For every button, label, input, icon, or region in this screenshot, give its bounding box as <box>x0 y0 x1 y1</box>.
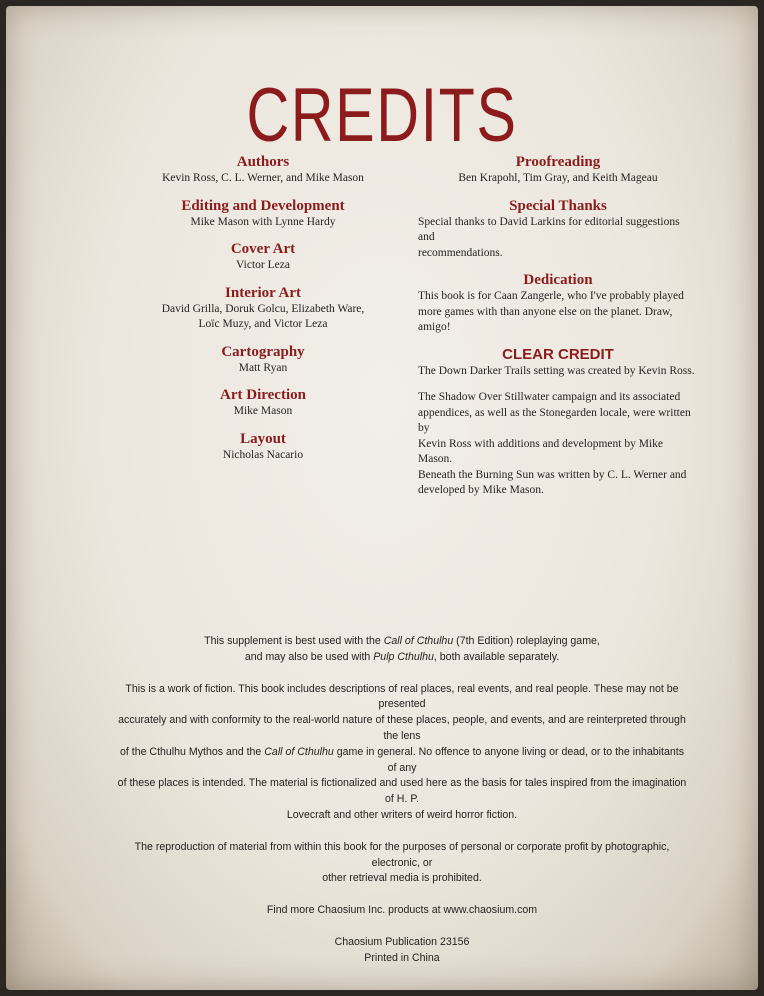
credit-section-cover-art <box>133 240 393 274</box>
text: This supplement is best used with the <box>204 635 384 647</box>
text: of these places is intended. The material is fictionalized and used here as the basis for tales inspired from the imagination of H. P. <box>117 777 687 806</box>
section-text: Mike Mason <box>233 405 293 417</box>
credit-section-cartography <box>133 343 393 377</box>
section-heading: Interior Art <box>225 284 301 301</box>
text: , both available separately. <box>433 650 560 663</box>
game-title: Call of Cthulhu <box>383 635 454 647</box>
section-text: Nicholas Nacario <box>222 448 304 461</box>
section-heading: CLEAR CREDIT <box>502 345 614 363</box>
right-credits-column <box>418 153 698 509</box>
section-text: This book is for Caan Zangerle, who I've probably played <box>418 290 684 302</box>
section-heading: Dedication <box>523 272 593 288</box>
text: The reproduction of material from within this book for the purposes of personal or corporate profit by photographic, electronic, or <box>134 840 670 869</box>
section-heading: Cover Art <box>230 241 296 257</box>
text: Printed in China <box>364 951 440 964</box>
fiction-disclaimer <box>116 682 688 824</box>
section-text: more games with than anyone else on the planet. Draw, amigo! <box>418 305 673 333</box>
section-text: Mike Mason with Lynne Hardy <box>190 215 336 228</box>
credit-section-editing <box>133 197 393 231</box>
section-text: Victor Leza <box>236 259 290 271</box>
section-text: The Down Darker Trails setting was created by Kevin Ross. <box>418 364 695 377</box>
text: accurately and with conformity to the real-world nature of these places, people, and events, and are reinterpreted through the lens <box>118 714 686 742</box>
copyright-notice <box>116 840 688 887</box>
page <box>6 6 758 990</box>
section-text: Kevin Ross with additions and development by Mike Mason. <box>418 437 663 465</box>
left-credits-column <box>133 153 393 473</box>
section-text: appendices, as well as the Stonegarden locale, were written by <box>418 406 691 434</box>
usage-note <box>116 634 688 666</box>
credit-section-art-direction <box>133 386 393 420</box>
section-text: recommendations. <box>418 246 503 259</box>
credit-section-interior-art <box>133 284 393 333</box>
section-text: Special thanks to David Larkins for editorial suggestions and <box>418 215 680 243</box>
credit-section-proofreading <box>418 153 698 187</box>
text: This is a work of fiction. This book includes descriptions of real places, real events, and real people. These may not be presented <box>125 682 679 711</box>
legal-footer <box>116 634 688 983</box>
credit-section-special-thanks <box>418 197 698 262</box>
text: Lovecraft and other writers of weird horror fiction. <box>286 808 518 821</box>
text: and may also be used with <box>244 650 374 663</box>
text: game in general. No offence to anyone living or dead, or to the inhabitants of any <box>333 745 685 774</box>
text: (7th Edition) roleplaying game, <box>453 635 600 647</box>
credit-section-layout <box>133 430 393 464</box>
credit-section-clear-credit <box>418 346 698 499</box>
text: Chaosium Publication 23156 <box>334 935 470 948</box>
section-text: developed by Mike Mason. <box>418 484 544 496</box>
section-text: Ben Krapohl, Tim Gray, and Keith Mageau <box>458 172 658 184</box>
section-text: Matt Ryan <box>238 361 288 374</box>
credit-section-dedication <box>418 271 698 336</box>
credit-section-authors <box>133 153 393 187</box>
game-title: Call of Cthulhu <box>264 745 334 758</box>
section-text: The Shadow Over Stillwater campaign and its associated <box>418 391 681 403</box>
publication-info <box>116 935 688 967</box>
section-text: David Grilla, Doruk Golcu, Elizabeth Ware, <box>161 302 365 315</box>
text: Find more Chaosium Inc. products at www.chaosium.com <box>266 904 538 917</box>
section-text: Beneath the Burning Sun was written by C. L. Werner and <box>418 468 687 481</box>
section-heading: Editing and Development <box>181 197 345 214</box>
game-title: Pulp Cthulhu <box>373 650 434 663</box>
section-text: Kevin Ross, C. L. Werner, and Mike Mason <box>162 172 364 184</box>
section-heading: Authors <box>236 154 290 170</box>
text: of the Cthulhu Mythos and the <box>119 745 265 758</box>
section-text: Loïc Muzy, and Victor Leza <box>198 318 328 330</box>
section-heading: Art Direction <box>220 387 306 403</box>
section-heading: Cartography <box>221 343 305 360</box>
section-heading: Proofreading <box>515 154 601 170</box>
text: other retrieval media is prohibited. <box>322 872 482 885</box>
section-heading: Layout <box>240 430 286 447</box>
section-heading: Special Thanks <box>509 197 607 214</box>
website-note <box>116 903 688 919</box>
page-title: CREDITS <box>246 73 518 158</box>
